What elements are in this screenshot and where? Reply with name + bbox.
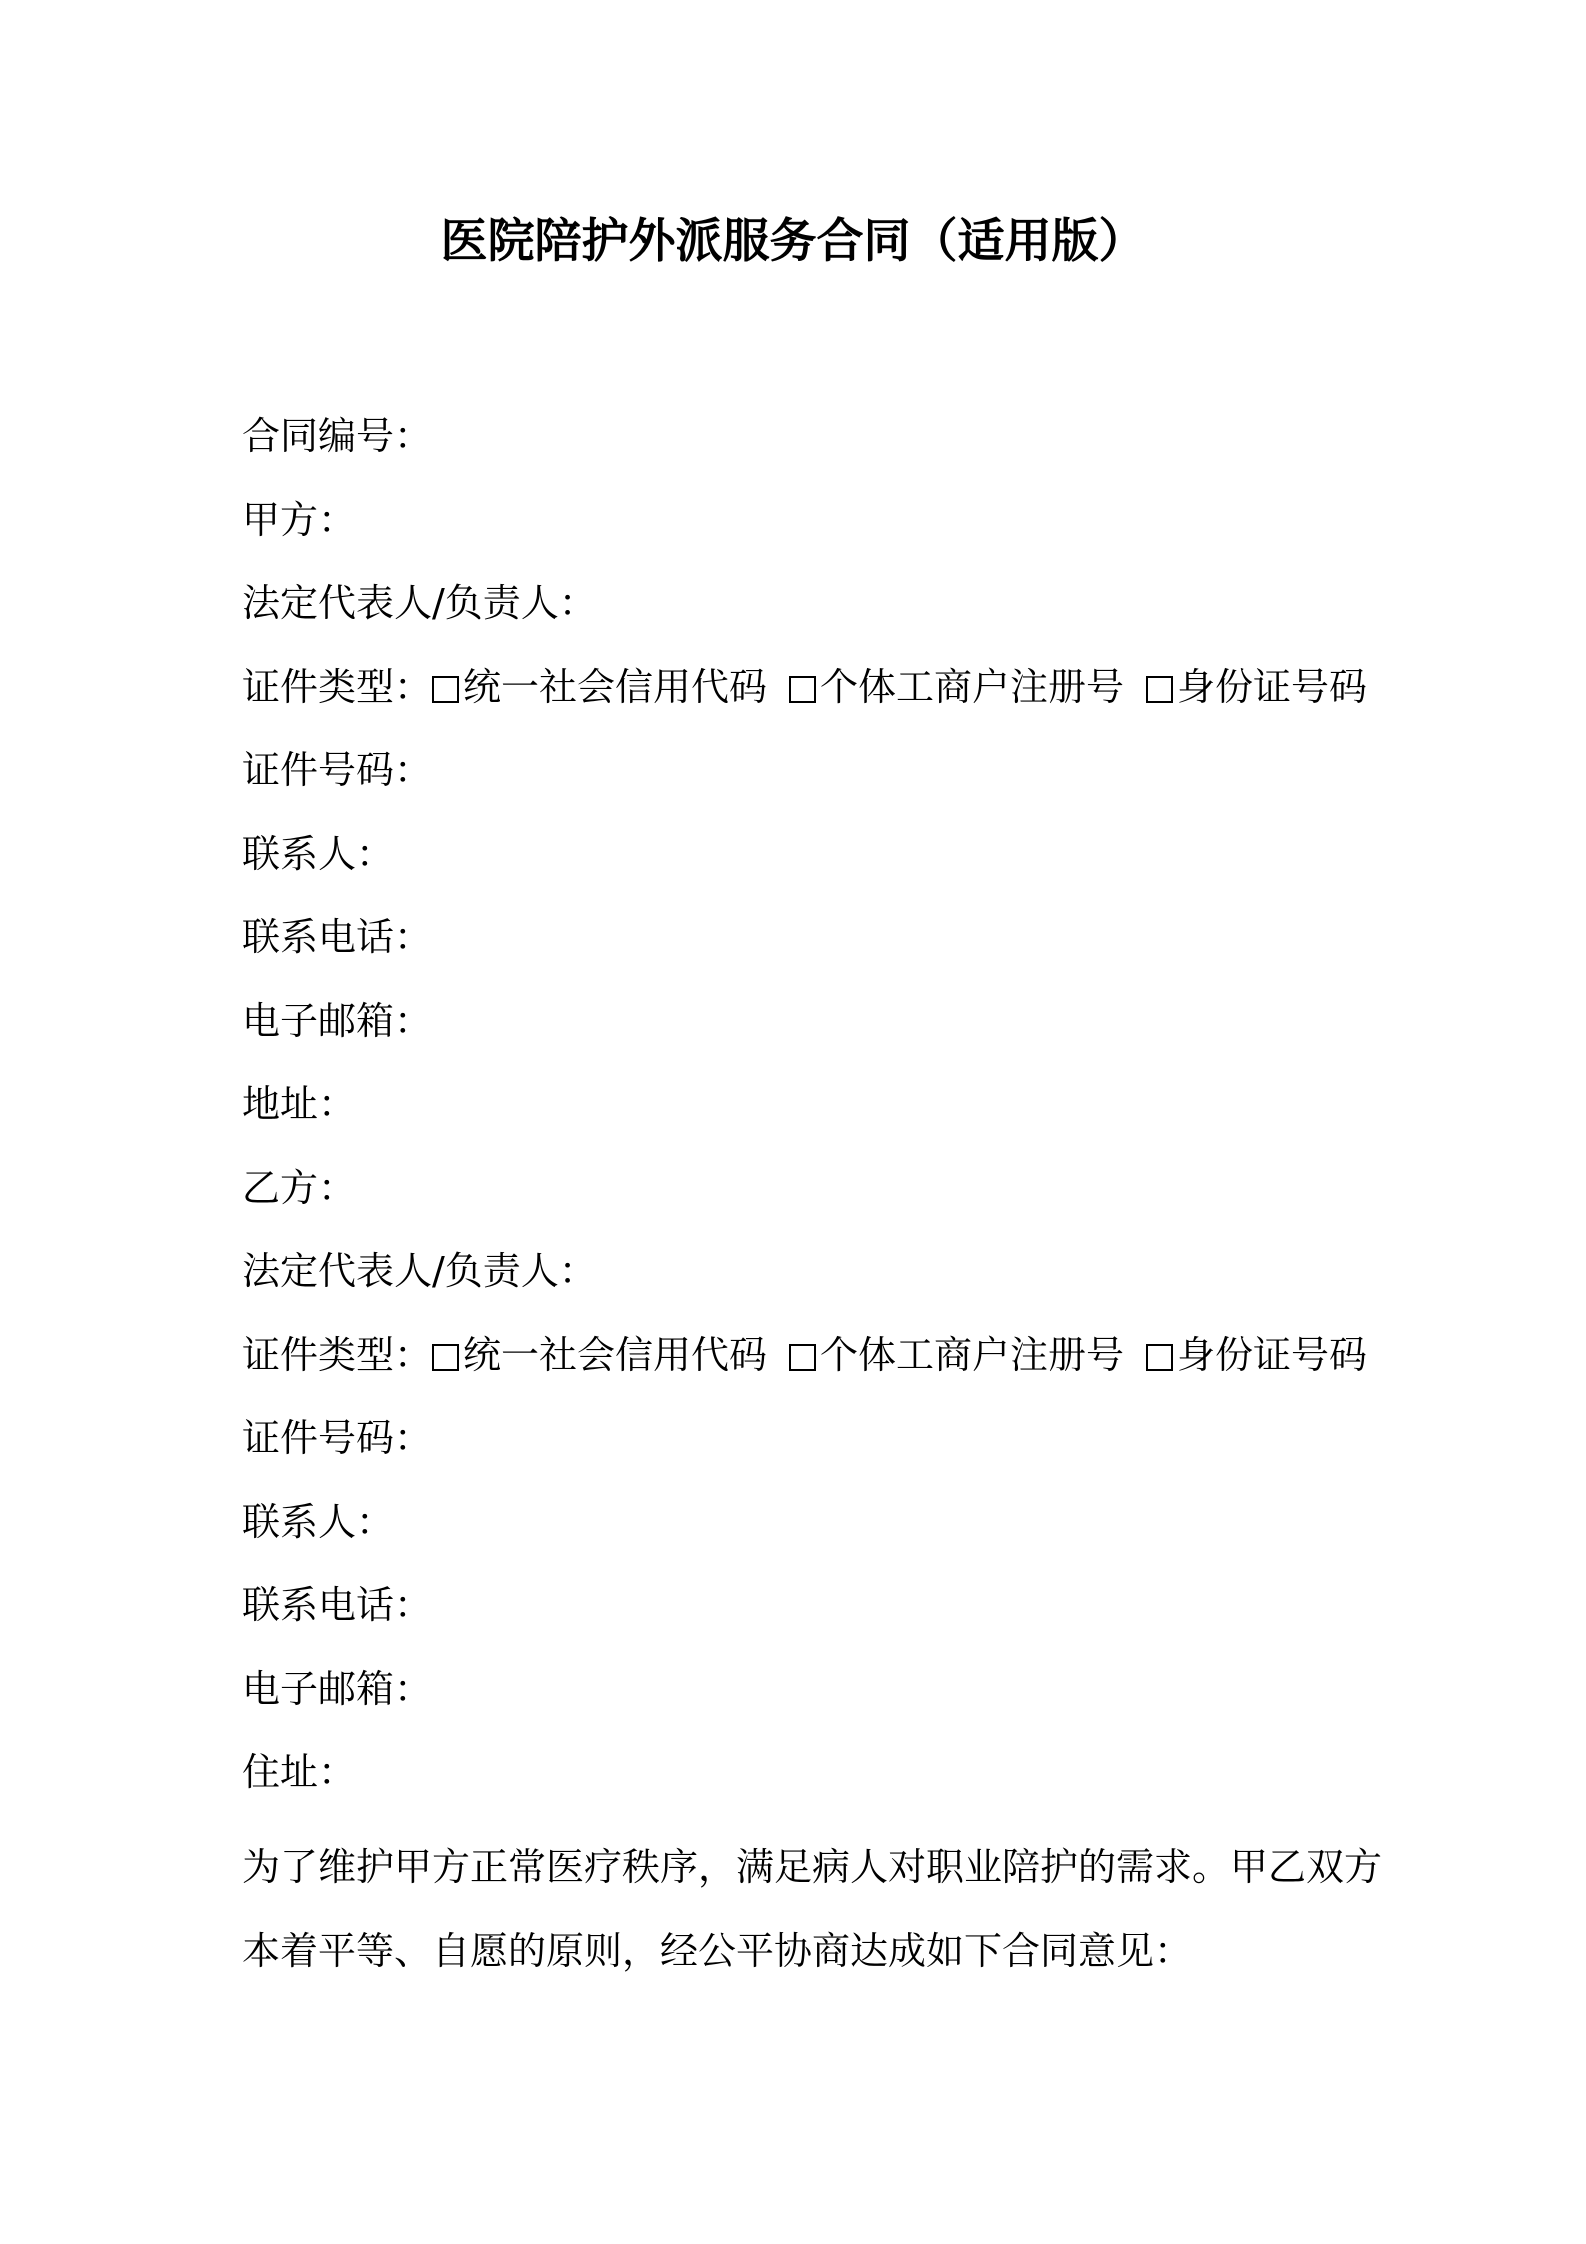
party-a-legal-rep-label: 法定代表人/负责人： — [242, 581, 597, 625]
party-a-contact-label: 联系人： — [242, 831, 395, 876]
party-b-option-id-card[interactable] — [1146, 1333, 1367, 1377]
party-b-contact-label: 联系人： — [242, 1499, 395, 1544]
contract-fields — [242, 406, 1368, 1826]
document-title: 医院陪护外派服务合同（适用版） — [440, 214, 1146, 269]
party-a-id-type-options — [432, 665, 1367, 709]
option-label: 个体工商户注册号 — [820, 664, 1125, 709]
party-a-id-type-label: 证件类型： — [242, 664, 433, 709]
checkbox[interactable] — [789, 1344, 816, 1371]
contract-number-label: 合同编号： — [242, 414, 433, 458]
party-a-email-label: 电子邮箱： — [242, 998, 433, 1043]
party-a-option-business-reg[interactable] — [789, 665, 1124, 709]
party-b-id-number-label: 证件号码： — [242, 1416, 433, 1460]
checkbox[interactable] — [1146, 676, 1173, 703]
option-label: 身份证号码 — [1177, 664, 1368, 709]
option-label: 身份证号码 — [1177, 1332, 1368, 1377]
intro-paragraph — [242, 1826, 1383, 1993]
party-b-label: 乙方： — [242, 1165, 357, 1210]
party-b-legal-rep-label: 法定代表人/负责人： — [242, 1249, 597, 1293]
party-b-option-credit-code[interactable] — [432, 1333, 767, 1377]
party-b-id-type-options — [432, 1333, 1367, 1377]
option-label: 个体工商户注册号 — [820, 1332, 1125, 1377]
party-a-address-label: 地址： — [242, 1082, 357, 1126]
checkbox[interactable] — [432, 1344, 459, 1371]
checkbox[interactable] — [789, 676, 816, 703]
checkbox[interactable] — [1146, 1344, 1173, 1371]
party-a-phone-label: 联系电话： — [242, 915, 433, 959]
party-b-address-label: 住址： — [242, 1750, 357, 1794]
checkbox[interactable] — [432, 676, 459, 703]
option-label: 统一社会信用代码 — [463, 664, 768, 709]
party-a-id-number-label: 证件号码： — [242, 748, 433, 792]
intro-line-2: 本着平等、自愿的原则，经公平协商达成如下合同意见： — [242, 1928, 1193, 1973]
party-a-id-type-row — [242, 657, 1368, 741]
option-label: 统一社会信用代码 — [463, 1332, 768, 1377]
party-b-phone-label: 联系电话： — [242, 1583, 433, 1627]
party-b-id-type-label: 证件类型： — [242, 1332, 433, 1377]
party-a-option-id-card[interactable] — [1146, 665, 1367, 709]
party-b-option-business-reg[interactable] — [789, 1333, 1124, 1377]
party-a-label: 甲方： — [242, 497, 357, 542]
party-a-option-credit-code[interactable] — [432, 665, 767, 709]
party-b-id-type-row — [242, 1325, 1368, 1409]
intro-line-1: 为了维护甲方正常医疗秩序，满足病人对职业陪护的需求。甲乙双方 — [242, 1845, 1383, 1889]
party-b-email-label: 电子邮箱： — [242, 1666, 433, 1711]
